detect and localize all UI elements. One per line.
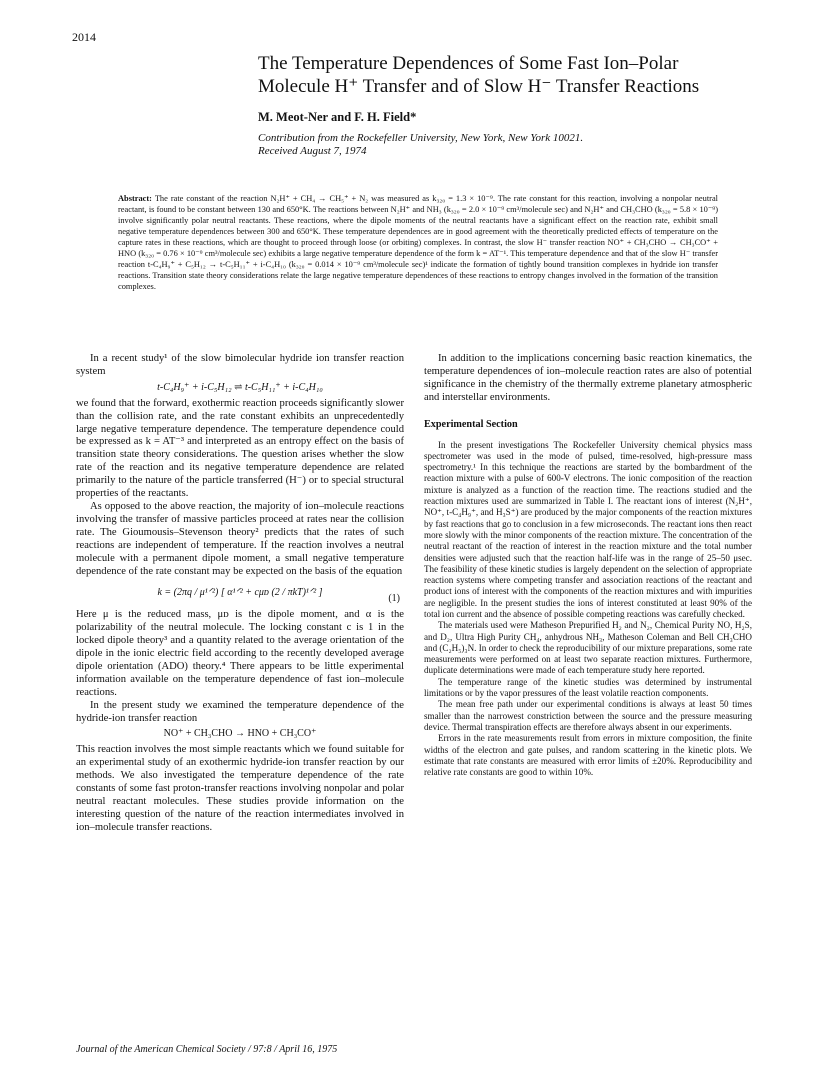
experimental-paragraph-2: The materials used were Matheson Prepurified H₂ and N₂, Chemical Purity NO, H₂S, and D₂, Ultra High Purity CH₄, anhydrous NH₃, Matheson Coleman and Bell CH₃CHO and (C₂H₅)₃N. In order to check the reproducibility of our mixture preparations, some rate measurements were performed on at least two separate reaction mixtures. Furthermore, duplicate determinations were made of each temperature study here reported. [424,620,752,676]
affiliation-line: Contribution from the Rockefeller University, New York, New York 10021. [258,132,584,144]
section-heading-experimental: Experimental Section [424,418,518,430]
authors: M. Meot-Ner and F. H. Field* [258,110,417,124]
equation-1-body: k = (2πq / μ¹ᐟ²) [ α¹ᐟ² + cμᴅ (2 / πkT)¹ᐟ² ] [157,587,323,599]
journal-footer: Journal of the American Chemical Society / 97:8 / April 16, 1975 [76,1044,338,1055]
experimental-paragraph-1: In the present investigations The Rockefeller University chemical physics mass spectrometer was used in the mode of pulsed, time-resolved, high-pressure mass spectrometry.¹ In this technique the reactions are started by the bombardment of the reaction mixture with a pulse of 600-V electrons. The ionic composition of the reaction mixture is analyzed as a function of the reaction time. The reactions studied and the reaction mixtures used are summarized in Table I. The reactant ions of interest (N₂H⁺, NO⁺, t-C₄H₉⁺, and H₃S⁺) are produced by the major components of the reaction mixtures by fast reactions that go to conclusion in a few microseconds. The reactant ions then react more slowly with the minor components of the reaction mixture. The concentration of the neutral reactant of the reaction of interest in the reaction mixture and the total number densities were adjusted such that the reaction half-life was in the range of 25–50 μsec. The feasibility of these kinetic studies is largely dependent on the selection of appropriate reaction systems where competing transfer and association reactions of the reactant and product ions of interest with the components of the reaction mixtures and with impurities are negligible. In the present studies the ions of interest constituted at least 90% of the total ion current and the absence of possible competing reactions was carefully checked. [424,439,752,619]
hydride-transfer-equation: t-C₄H₉⁺ + i-C₅H₁₂ ⇌ t-C₅H₁₁⁺ + i-C₄H₁₀ [157,381,323,393]
title-line-1: The Temperature Dependences of Some Fast Ion–Polar [258,53,679,74]
equation-1 [76,581,404,606]
abstract-label: Abstract: [118,194,152,203]
experimental-paragraph-5: Errors in the rate measurements result from errors in mixture composition, the finite widths of the electron and gate pulses, and random scattering in the kinetic plots. We estimate that rate constants are measured with error limits of ±20%. Reproducibility and relative rate constants are good to within 10%. [424,733,752,778]
intro-paragraph-1: In a recent study¹ of the slow bimolecular hydride ion transfer reaction system [76,353,404,377]
experimental-paragraph-3: The temperature range of the kinetic studies was determined by instrumental limitations or by the vapor pressures of the least volatile reaction components. [424,676,752,699]
abstract-text: The rate constant of the reaction N₂H⁺ + CH₄ → CH₅⁺ + N₂ was measured as k₃₂₀ = 1.3 × 10⁻⁹. The rate constant for this reaction, involving a nonpolar neutral reactant, is found to be constant between 130 and 650°K. The reactions between N₂H⁺ and NH₃ (k₃₂₀ = 2.0 × 10⁻⁹ cm³/molecule sec) and N₂H⁺ and CH₃CHO (k₃₂₀ = 5.8 × 10⁻⁹) involve significantly polar neutral reactants. These reactions, where the dipole moments of the neutral reactants have a significant effect on the reaction rate, exhibit small negative temperature dependences between 300 and 650°K. These temperature dependences are in good agreement with the theoretically predicted effects of temperature on the capture rates in these reactions, which are thought to proceed through loose (or orbiting) complexes. In contrast, the slow H⁻ transfer reaction NO⁺ + CH₃CHO → CH₃CO⁺ + HNO (k₃₂₀ = 0.76 × 10⁻⁹ cm³/molecule sec) exhibits a large negative temperature dependence of the form k = AT⁻¹. This temperature dependence and that of the slow H⁻ transfer reaction t-C₄H₉⁺ + C₅H₁₂ → t-C₅H₁₁⁺ + i-C₄H₁₀ (k₃₂₀ = 0.014 × 10⁻⁹ cm³/molecule sec)¹ indicate the formation of tightly bound transition complexes in hydride ion transfer reactions. Transition state theory considerations relate the large negative temperature dependences of these reactions to entropy changes involved in the formation of the transition complexes. [118,194,718,292]
received-date: Received August 7, 1974 [258,145,367,157]
intro-paragraph-3: As opposed to the above reaction, the majority of ion–molecule reactions involving the transfer of massive particles proceed at rates near the collision rate. The Gioumousis–Stevenson theory² predicts that the rates of such reactions are independent of temperature. If the reaction involves a neutral molecule with a permanent dipole moment, a small negative temperature dependence of the rate constant may be expected on the basis of the equation [76,500,404,577]
right-column [424,353,752,778]
experimental-paragraph-4: The mean free path under our experimental conditions is always at least 50 times smaller than the narrowest constriction between the source and the pressure measuring device. Thermal transpiration effects are therefore always absent in our experiments. [424,699,752,732]
intro-paragraph-2: we found that the forward, exothermic reaction proceeds significantly slower than the collision rate, and the rate constant exhibits an unprecedentedly large negative temperature dependence. The temperature dependence could be expressed as k = AT⁻³ and interpreted as an entropy effect on the basis of transition state theory considerations. The question arises whether the slow rate of the reaction and its negative temperature dependence are related primarily to the nature of the particle transferred (H⁻) or to special structural properties of the reactants. [76,397,404,500]
intro-paragraph-5: In the present study we examined the temperature dependence of the hydride-ion transfer reaction [76,699,404,724]
title-line-2: Molecule H⁺ Transfer and of Slow H⁻ Transfer Reactions [258,76,700,97]
article-title [258,52,778,98]
intro-paragraph-7: In addition to the implications concerning basic reaction kinematics, the temperature dependences of ion–molecule reaction rates are also of potential significance in the chemistry of the thermally extreme planetary atmospheric and interstellar environments. [424,353,752,403]
no-reaction-equation: NO⁺ + CH₃CHO → HNO + CH₃CO⁺ [163,728,317,740]
equation-1-number: (1) [388,593,400,605]
intro-paragraph-4: Here μ is the reduced mass, μᴅ is the dipole moment, and α is the polarizability of the neutral molecule. The locking constant c is 1 in the locked dipole theory³ and a quantity related to the average orientation of the dipole in the ionic electric field according to the recently developed average dipole orientation (ADO) theory.⁴ There appears to be little experimental information available on the temperature dependence of fast ion–molecule reactions. [76,609,404,698]
left-column [76,353,404,835]
intro-paragraph-6: This reaction involves the most simple reactants which we found suitable for an experimental study of an exothermic hydride-ion transfer reaction by our methods. We also investigated the temperature dependence of the rate constants of some fast proton-transfer reactions involving nonpolar and polar neutral reactant molecules. These studies provide information on the interesting question of the nature of the reaction intermediates involved in ion–molecule transfer reactions. [76,744,404,833]
affiliation [258,132,583,158]
page-number: 2014 [72,30,96,44]
abstract [118,193,718,292]
